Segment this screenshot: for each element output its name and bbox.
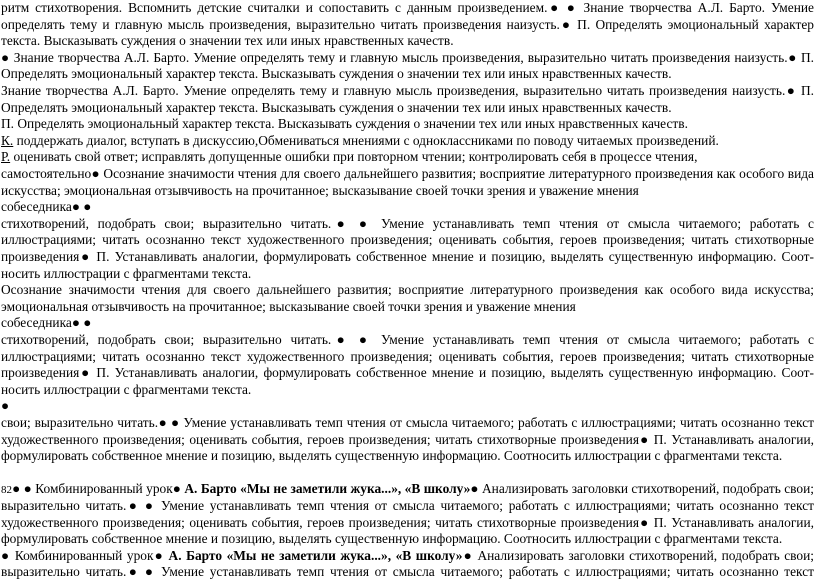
text-line xyxy=(1,232,814,249)
text-line xyxy=(1,448,782,465)
text-line xyxy=(1,365,814,382)
lesson-description: ● Анализировать заголовки стихотворений, подобрать свои; xyxy=(462,547,814,563)
text-line xyxy=(1,83,814,100)
line-text: Осознание значимости чтения для своего дальнейшего развития; восприятие литературного произведения как особого вида искусства; xyxy=(1,282,814,298)
text-line xyxy=(1,382,251,399)
lesson-title: А. Барто «Мы не заметили жука...», «В школу» xyxy=(184,481,471,497)
text-line xyxy=(1,249,814,266)
line-text: художественного произведения; оценивать события, героев произведения; читать стихотворные произведения● П. Устанавливать аналогии, xyxy=(1,514,814,530)
line-text: определять тему и главную мысль произведения, выразительно читать произведения наизусть.● П. Определять эмоциональный характер xyxy=(1,16,814,32)
text-line xyxy=(1,266,251,283)
line-text: собеседника● ● xyxy=(1,199,92,215)
lesson-description: ● Анализировать заголовки стихотворений, подобрать свои; xyxy=(470,481,814,497)
lesson-line xyxy=(1,548,814,565)
line-text: эмоциональная отзывчивость на прочитанное; высказывание своей точки зрения и уважение мнения xyxy=(1,298,576,314)
text-line xyxy=(1,415,814,432)
text-line xyxy=(1,515,814,532)
text-line xyxy=(1,299,576,316)
line-text: текста. Высказывать суждения о значении тех или иных нравственных качеств. xyxy=(1,33,454,49)
lesson-type: ● ● Комбинированный урок● xyxy=(12,481,185,497)
text-line xyxy=(1,315,91,332)
text-line xyxy=(1,17,814,34)
line-text: Определять эмоциональный характер текста. Высказывать суждения о значении тех или иных нравственных качеств. xyxy=(1,66,672,82)
line-text: ритм стихотворения. Вспомнить детские считалки и сопоставить с данным произведением.● ● Знание творчества А.Л. Барто. Умение xyxy=(1,0,814,15)
text-line xyxy=(1,216,814,233)
line-text: формулировать собственное мнение и позицию, выделять существенную информацию. Соотносить иллюстрации с фрагментами текста. xyxy=(1,531,783,547)
line-text: произведения● П. Устанавливать аналогии, формулировать собственное мнение и позицию, выделять существенную информацию. Соот- xyxy=(1,365,814,381)
line-text: поддержать диалог, вступать в дискуссию,Обмениваться мнениями с одноклассниками по поводу читаемых произведений. xyxy=(13,132,719,148)
line-text: художественного произведения; оценивать события, героев произведения; читать стихотворные произведения● П. Устанавливать аналогии, xyxy=(1,431,814,447)
section-marker: К. xyxy=(1,132,14,148)
lesson-title: А. Барто «Мы не заметили жука...», «В школу» xyxy=(168,547,463,563)
text-line xyxy=(1,116,688,133)
text-line xyxy=(1,349,814,366)
text-line xyxy=(1,33,454,50)
line-text: Определять эмоциональный характер текста. Высказывать суждения о значении тех или иных нравственных качеств. xyxy=(1,99,672,115)
lesson-type: ● Комбинированный урок● xyxy=(1,547,169,563)
text-line xyxy=(1,432,814,449)
line-text: стихотворений, подобрать свои; выразительно читать.● ● Умение устанавливать темп чтения от смысла читаемого; работать с xyxy=(1,332,814,347)
text-line xyxy=(1,166,814,183)
text-line xyxy=(1,332,814,349)
lesson-line xyxy=(1,481,814,499)
line-text: иллюстрациями; читать осознанно текст художественного произведения; оценивать события, героев произведения; читать стихотворные xyxy=(1,348,814,364)
text-line xyxy=(1,0,814,17)
text-line xyxy=(1,282,814,299)
line-text: носить иллюстрации с фрагментами текста. xyxy=(1,381,252,397)
text-line xyxy=(1,564,814,581)
lesson-number: 82 xyxy=(1,484,12,497)
line-text: Знание творчества А.Л. Барто. Умение определять тему и главную мысль произведения, выразительно читать произведения наизусть.● П. xyxy=(1,83,814,98)
text-line xyxy=(1,498,814,515)
text-line xyxy=(1,66,672,83)
text-line xyxy=(1,149,697,166)
line-text: самостоятельно● Осознание значимости чтения для своего дальнейшего развития; восприятие литературного произведения как особого вида xyxy=(1,166,814,181)
line-text: ● xyxy=(1,398,10,414)
text-line xyxy=(1,398,9,415)
line-text: собеседника● ● xyxy=(1,315,92,331)
line-text: искусства; эмоциональная отзывчивость на прочитанное; высказывание своей точки зрения и уважение мнения xyxy=(1,182,639,198)
line-text: стихотворений, подобрать свои; выразительно читать.● ● Умение устанавливать темп чтения от смысла читаемого; работать с xyxy=(1,215,814,231)
line-text: выразительно читать.● ● Умение устанавливать темп чтения от смысла читаемого; работать с иллюстрациями; читать осознанно текст xyxy=(1,498,814,513)
line-text: П. Определять эмоциональный характер текста. Высказывать суждения о значении тех или иных нравственных качеств. xyxy=(1,116,688,132)
line-text: носить иллюстрации с фрагментами текста. xyxy=(1,265,252,281)
line-text: формулировать собственное мнение и позицию, выделять существенную информацию. Соотносить иллюстрации с фрагментами текста. xyxy=(1,448,783,464)
line-text: свои; выразительно читать.● ● Умение устанавливать темп чтения от смысла читаемого; работать с иллюстрациями; читать осознанно текст xyxy=(1,415,814,430)
line-text: ● Знание творчества А.Л. Барто. Умение определять тему и главную мысль произведения, выразительно читать произведения наизусть.● П. xyxy=(1,49,814,65)
text-line xyxy=(1,183,639,200)
line-text: иллюстрациями; читать осознанно текст художественного произведения; оценивать события, героев произведения; читать стихотворные xyxy=(1,232,814,248)
text-line xyxy=(1,531,782,548)
text-line xyxy=(1,199,91,216)
section-marker: Р. xyxy=(1,149,11,165)
text-line xyxy=(1,100,672,117)
text-line xyxy=(1,50,814,67)
line-text: оценивать свой ответ; исправлять допущенные ошибки при повторном чтении; контролировать себя в процессе чтения, xyxy=(10,149,698,165)
line-text: выразительно читать.● ● Умение устанавливать темп чтения от смысла читаемого; работать с иллюстрациями; читать осознанно текст xyxy=(1,564,814,580)
line-text: произведения● П. Устанавливать аналогии, формулировать собственное мнение и позицию, выделять существенную информацию. Соот- xyxy=(1,249,814,264)
text-line xyxy=(1,133,719,150)
